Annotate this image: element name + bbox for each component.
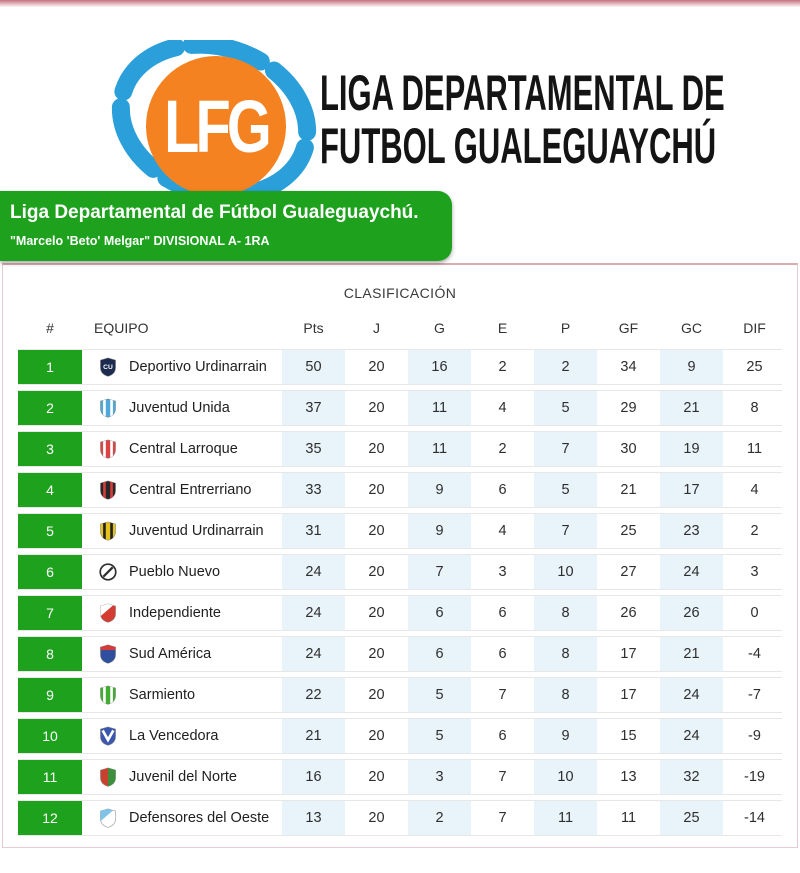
table-row — [18, 677, 782, 713]
points-value: 31 — [282, 514, 345, 548]
goals-against-value: 9 — [660, 350, 723, 384]
draws-value: 6 — [498, 646, 507, 662]
column-header-rank: # — [46, 320, 54, 336]
team-name: La Vencedora — [129, 728, 219, 744]
table-row — [18, 759, 782, 795]
wins-value: 11 — [408, 391, 471, 425]
played-value: 20 — [368, 687, 385, 703]
team-cell — [82, 350, 282, 384]
team-cell — [82, 473, 282, 507]
table-row — [18, 636, 782, 672]
team-cell — [82, 555, 282, 589]
team-crest-icon — [99, 357, 117, 377]
standings-panel — [2, 263, 798, 848]
goal-diff-value: -7 — [748, 687, 761, 703]
team-crest-icon — [99, 808, 117, 828]
played-value: 20 — [368, 646, 385, 662]
rank-badge: 9 — [18, 678, 82, 712]
banner-subtitle: "Marcelo 'Beto' Melgar" DIVISIONAL A- 1RA — [10, 234, 270, 248]
table-row — [18, 472, 782, 508]
rank-badge: 3 — [18, 432, 82, 466]
played-value: 20 — [368, 605, 385, 621]
table-row — [18, 513, 782, 549]
draws-value: 3 — [498, 564, 507, 580]
goal-diff-value: 3 — [750, 564, 759, 580]
losses-value: 8 — [534, 596, 597, 630]
goals-against-value: 25 — [660, 801, 723, 835]
table-body — [18, 349, 782, 836]
draws-value: 6 — [498, 728, 507, 744]
losses-value: 10 — [534, 555, 597, 589]
team-cell — [82, 637, 282, 671]
goals-for-value: 17 — [620, 646, 637, 662]
rank-badge: 7 — [18, 596, 82, 630]
wins-value: 3 — [408, 760, 471, 794]
goals-against-value: 21 — [660, 391, 723, 425]
goal-diff-value: -14 — [744, 810, 765, 826]
draws-value: 4 — [498, 523, 507, 539]
goals-against-value: 24 — [660, 678, 723, 712]
rank-badge: 10 — [18, 719, 82, 753]
team-name: Sarmiento — [129, 687, 196, 703]
column-header-pts: Pts — [303, 320, 324, 336]
division-banner — [0, 191, 452, 261]
wins-value: 2 — [408, 801, 471, 835]
losses-value: 5 — [534, 391, 597, 425]
draws-value: 6 — [498, 482, 507, 498]
team-crest-icon — [99, 480, 117, 500]
league-logo-wordmark — [320, 67, 800, 173]
team-crest-icon — [99, 726, 117, 746]
losses-value: 11 — [534, 801, 597, 835]
column-header-equipo: EQUIPO — [94, 320, 149, 336]
goal-diff-value: -4 — [748, 646, 761, 662]
draws-value: 4 — [498, 400, 507, 416]
goal-diff-value: 8 — [750, 400, 759, 416]
wins-value: 6 — [408, 637, 471, 671]
goals-for-value: 27 — [620, 564, 637, 580]
points-value: 33 — [282, 473, 345, 507]
rank-badge: 4 — [18, 473, 82, 507]
draws-value: 2 — [498, 359, 507, 375]
rank-badge: 11 — [18, 760, 82, 794]
banner-title: Liga Departamental de Fútbol Gualeguaychú. — [10, 202, 419, 223]
goals-against-value: 19 — [660, 432, 723, 466]
team-crest-icon — [99, 439, 117, 459]
losses-value: 10 — [534, 760, 597, 794]
losses-value: 8 — [534, 637, 597, 671]
logo-line-1: LIGA DEPARTAMENTAL DE — [320, 65, 725, 121]
table-row — [18, 390, 782, 426]
wins-value: 7 — [408, 555, 471, 589]
team-name: Deportivo Urdinarrain — [129, 359, 267, 375]
column-header-gf: GF — [618, 320, 639, 336]
rank-badge: 1 — [18, 350, 82, 384]
rank-badge: 6 — [18, 555, 82, 589]
losses-value: 8 — [534, 678, 597, 712]
table-row — [18, 554, 782, 590]
team-name: Independiente — [129, 605, 221, 621]
team-cell — [82, 514, 282, 548]
played-value: 20 — [368, 400, 385, 416]
team-name: Juventud Unida — [129, 400, 230, 416]
goals-against-value: 17 — [660, 473, 723, 507]
rank-badge: 12 — [18, 801, 82, 835]
team-cell — [82, 391, 282, 425]
column-header-j: J — [373, 320, 380, 336]
table-header-row — [18, 313, 782, 343]
league-header — [0, 7, 800, 263]
top-accent-bar — [0, 0, 800, 7]
points-value: 35 — [282, 432, 345, 466]
wins-value: 11 — [408, 432, 471, 466]
losses-value: 7 — [534, 432, 597, 466]
played-value: 20 — [368, 728, 385, 744]
rank-badge: 2 — [18, 391, 82, 425]
team-crest-icon — [99, 521, 117, 541]
goals-against-value: 24 — [660, 719, 723, 753]
played-value: 20 — [368, 441, 385, 457]
team-crest-icon — [99, 767, 117, 787]
goals-for-value: 30 — [620, 441, 637, 457]
column-header-gc: GC — [681, 320, 702, 336]
team-cell — [82, 678, 282, 712]
draws-value: 7 — [498, 769, 507, 785]
goals-for-value: 34 — [620, 359, 637, 375]
team-crest-icon — [99, 685, 117, 705]
goals-for-value: 11 — [620, 810, 637, 826]
wins-value: 9 — [408, 514, 471, 548]
goals-for-value: 29 — [620, 400, 637, 416]
losses-value: 2 — [534, 350, 597, 384]
points-value: 21 — [282, 719, 345, 753]
losses-value: 9 — [534, 719, 597, 753]
column-header-p: P — [560, 320, 571, 336]
points-value: 22 — [282, 678, 345, 712]
draws-value: 7 — [498, 810, 507, 826]
goal-diff-value: 2 — [750, 523, 759, 539]
svg-text:LFG: LFG — [164, 86, 268, 169]
team-name: Pueblo Nuevo — [129, 564, 221, 580]
team-name: Juvenil del Norte — [129, 769, 237, 785]
points-value: 24 — [282, 555, 345, 589]
team-name: Juventud Urdinarrain — [129, 523, 264, 539]
league-logo-icon — [106, 40, 322, 203]
section-title: CLASIFICACIÓN — [343, 285, 457, 301]
played-value: 20 — [368, 564, 385, 580]
goal-diff-value: 25 — [746, 359, 763, 375]
team-cell — [82, 596, 282, 630]
team-name: Sud América — [129, 646, 212, 662]
points-value: 13 — [282, 801, 345, 835]
played-value: 20 — [368, 769, 385, 785]
goal-diff-value: 4 — [750, 482, 759, 498]
goals-for-value: 21 — [620, 482, 637, 498]
goals-against-value: 32 — [660, 760, 723, 794]
column-header-e: E — [497, 320, 508, 336]
svg-text:CU: CU — [103, 364, 113, 372]
points-value: 24 — [282, 596, 345, 630]
wins-value: 16 — [408, 350, 471, 384]
team-cell — [82, 719, 282, 753]
team-crest-icon — [99, 603, 117, 623]
played-value: 20 — [368, 523, 385, 539]
goals-against-value: 26 — [660, 596, 723, 630]
points-value: 37 — [282, 391, 345, 425]
goal-diff-value: 11 — [746, 441, 763, 457]
draws-value: 7 — [498, 687, 507, 703]
goals-for-value: 25 — [620, 523, 637, 539]
goals-for-value: 13 — [620, 769, 637, 785]
played-value: 20 — [368, 810, 385, 826]
draws-value: 6 — [498, 605, 507, 621]
goal-diff-value: 0 — [750, 605, 759, 621]
rank-badge: 5 — [18, 514, 82, 548]
team-cell — [82, 801, 282, 835]
team-name: Central Entrerriano — [129, 482, 252, 498]
points-value: 24 — [282, 637, 345, 671]
wins-value: 9 — [408, 473, 471, 507]
played-value: 20 — [368, 482, 385, 498]
team-name: Central Larroque — [129, 441, 238, 457]
rank-badge: 8 — [18, 637, 82, 671]
goal-diff-value: -19 — [744, 769, 765, 785]
team-name: Defensores del Oeste — [129, 810, 270, 826]
losses-value: 7 — [534, 514, 597, 548]
played-value: 20 — [368, 359, 385, 375]
wins-value: 6 — [408, 596, 471, 630]
goals-for-value: 17 — [620, 687, 637, 703]
goals-for-value: 15 — [620, 728, 637, 744]
table-row — [18, 595, 782, 631]
goals-against-value: 21 — [660, 637, 723, 671]
draws-value: 2 — [498, 441, 507, 457]
column-header-g: G — [434, 320, 445, 336]
points-value: 16 — [282, 760, 345, 794]
logo-line-2: FUTBOL GUALEGUAYCHÚ — [320, 118, 717, 174]
table-row — [18, 431, 782, 467]
table-row — [18, 349, 782, 385]
column-header-dif: DIF — [743, 320, 766, 336]
goals-against-value: 24 — [660, 555, 723, 589]
goal-diff-value: -9 — [748, 728, 761, 744]
table-row — [18, 718, 782, 754]
team-crest-icon — [99, 562, 117, 582]
wins-value: 5 — [408, 678, 471, 712]
team-crest-icon — [99, 644, 117, 664]
losses-value: 5 — [534, 473, 597, 507]
table-row — [18, 800, 782, 836]
points-value: 50 — [282, 350, 345, 384]
wins-value: 5 — [408, 719, 471, 753]
goals-for-value: 26 — [620, 605, 637, 621]
goals-against-value: 23 — [660, 514, 723, 548]
team-crest-icon — [99, 398, 117, 418]
team-cell — [82, 760, 282, 794]
team-cell — [82, 432, 282, 466]
